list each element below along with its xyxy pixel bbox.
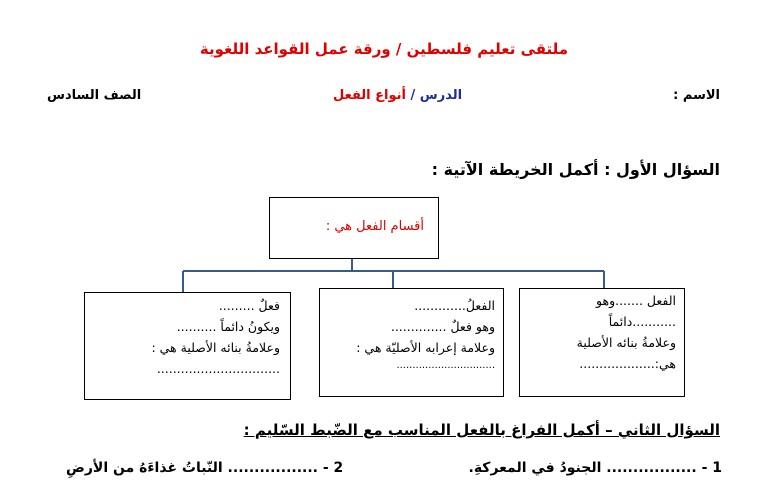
- box-line: وهو فعلٌ ..............: [390, 319, 495, 334]
- map-box-right-text: [577, 290, 676, 374]
- map-box-left: [84, 292, 291, 400]
- box-line: وعلامةُ بنائه الأصلية هي :: [151, 340, 280, 355]
- root-box-label: أقسام الفعل هي :: [325, 219, 424, 234]
- box-line: وعلامةُ بنائه الأصلية: [576, 335, 676, 350]
- box-line: الفعل .......وهو: [596, 293, 676, 308]
- grade-label: الصف السادس: [47, 88, 142, 103]
- root-box: [269, 197, 439, 259]
- exercise-item-1: 1 - ................. الجنودُ في المعركةِ.: [468, 460, 722, 476]
- exercise-item-2: 2 - ................. النّباتُ غذاءَهُ من الأرضِ: [66, 460, 344, 476]
- box-line: ...............................: [156, 361, 280, 376]
- page-title: ملتقى تعليم فلسطين / ورقة عمل القواعد اللغوية: [199, 40, 569, 58]
- map-box-middle: [319, 288, 504, 397]
- box-line: فعلٌ .........: [218, 298, 280, 313]
- box-line: هي:...................: [579, 356, 676, 371]
- map-box-right: [519, 288, 685, 397]
- box-line: الفعلُ.............: [414, 298, 495, 313]
- question-1-title: السؤال الأول : أكمل الخريطة الآتية :: [431, 160, 720, 179]
- box-line: ...............................: [396, 360, 495, 371]
- box-line: ويكونُ دائماً ..........: [176, 319, 280, 334]
- box-line: ...........دائماً: [608, 314, 676, 329]
- map-box-left-text: [151, 295, 280, 379]
- map-box-middle-text: [356, 295, 495, 374]
- lesson-name: أنواع الفعل: [333, 88, 406, 103]
- lesson-label: الدرس /: [410, 88, 463, 103]
- question-2-title: السؤال الثاني – أكمل الفراغ بالفعل المناسب مع الضّبط السّليم :: [243, 421, 720, 439]
- box-line: وعلامة إعرابه الأصليّة هي :: [356, 340, 495, 355]
- name-label: الاسم :: [673, 88, 720, 103]
